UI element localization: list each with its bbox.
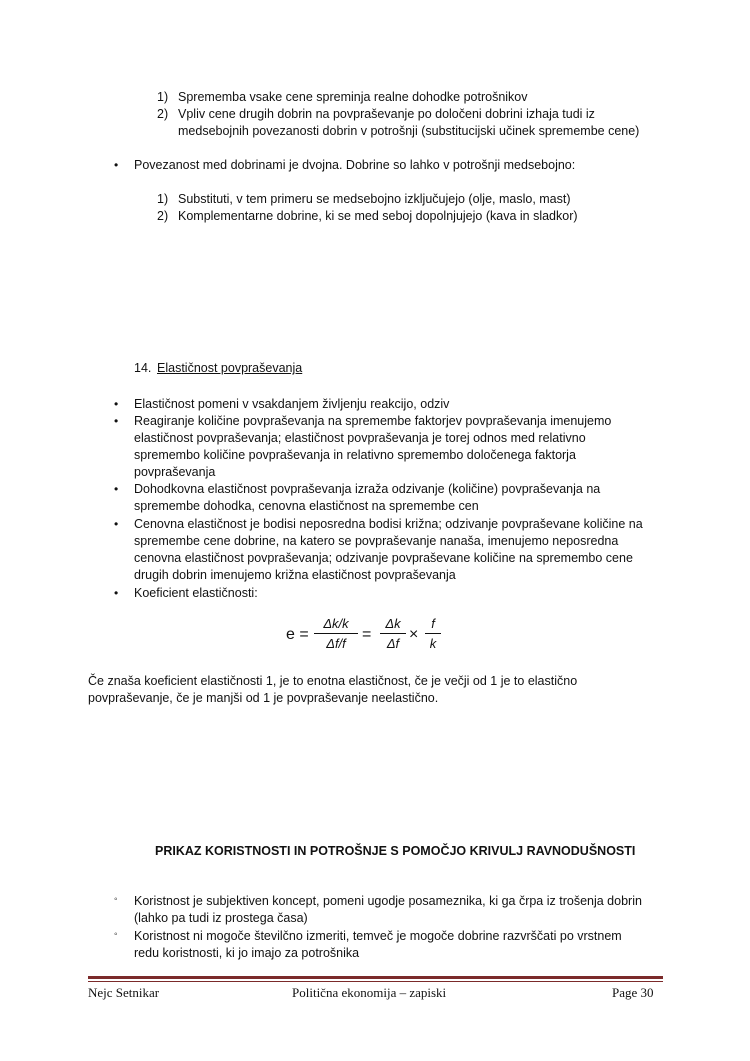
footer-rule-thick (88, 976, 663, 979)
bullet-text: (lahko pa tudi iz prostega časa) (134, 911, 308, 925)
footer-title: Politična ekonomija – zapiski (292, 985, 447, 1000)
list-item-text: Sprememba vsake cene spreminja realne dohodke potrošnikov (178, 90, 528, 104)
list-number: 2) (157, 107, 169, 121)
fraction-numerator: f (425, 616, 441, 634)
footer-rule-thin (88, 981, 663, 982)
bullet-text: Cenovna elastičnost je bodisi neposredna bodisi križna; odzivanje povpraševane količine na (134, 517, 643, 531)
bullet-text: Reagiranje količine povpraševanja na spremembe faktorjev povpraševanja imenujemo (134, 414, 612, 428)
paragraph-line: povpraševanje, če je manjši od 1 je povpraševanje neelastično. (88, 691, 439, 705)
bullet-icon: • (114, 517, 119, 531)
bullet-icon: • (114, 414, 119, 428)
list-item-text: Komplementarne dobrine, ki se med seboj dopolnjujejo (kava in sladkor) (178, 209, 578, 223)
bullet-text: Povezanost med dobrinami je dvojna. Dobrine so lahko v potrošnji medsebojno: (134, 158, 576, 172)
bullet-text: Koristnost je subjektiven koncept, pomeni ugodje posameznika, ki ga črpa iz trošenja dobrin (134, 894, 642, 908)
fraction-numerator: Δk/k (314, 616, 358, 634)
bullet-text: redu koristnosti, ki jo imajo za potrošnika (134, 946, 360, 960)
bullet-text: spremembe dohodka, cenovna elastičnost na spremembe cen (134, 499, 479, 513)
list-item-text: medsebojnih povezanosti dobrin v potrošnji (substitucijski učinek spremembe cene) (178, 124, 640, 138)
formula-fraction (314, 616, 358, 651)
bullet-text: cenovna elastičnost povpraševanja; odzivanje povpraševane količine na spremembo cene (134, 551, 633, 565)
bullet-icon: • (114, 397, 119, 411)
bullet-text: drugih dobrin imenujemo križna elastičnost povpraševanja (134, 568, 456, 582)
list-number: 1) (157, 192, 169, 206)
fraction-denominator: Δf (386, 636, 400, 651)
list-item-text: Vpliv cene drugih dobrin na povpraševanje po določeni dobrini izhaja tudi iz (178, 107, 595, 121)
bullet-text: elastičnost povpraševanja; elastičnost povpraševanja je torej odnos med relativno (134, 431, 586, 445)
bullet-text: Koeficient elastičnosti: (134, 586, 258, 600)
bullet-text: Dohodkovna elastičnost povpraševanja izraža odzivanje (količine) povpraševanja na (134, 482, 601, 496)
section-number: 14. (134, 361, 152, 375)
section-heading: PRIKAZ KORISTNOSTI IN POTROŠNJE S POMOČJO KRIVULJ RAVNODUŠNOSTI (155, 844, 636, 858)
bullet-text: Koristnost ni mogoče številčno izmeriti, temveč je mogoče dobrine razvrščati po vrstnem (134, 929, 622, 943)
list-item-text: Substituti, v tem primeru se medsebojno izključujejo (olje, maslo, mast) (178, 192, 571, 206)
formula-times: × (409, 626, 419, 643)
bullet-icon: • (114, 482, 119, 496)
bullet-text: spremembo količine povpraševanja in relativno spremembo določenega faktorja (134, 448, 576, 462)
footer-author: Nejc Setnikar (88, 985, 160, 1000)
bullet-icon: • (114, 586, 119, 600)
formula-fraction (425, 616, 441, 651)
formula-fraction (380, 616, 406, 651)
fraction-denominator: k (429, 636, 437, 651)
circle-bullet-icon: ◦ (114, 894, 118, 905)
footer-page-number: Page 30 (612, 985, 654, 1000)
section-title: Elastičnost povpraševanja (157, 361, 303, 375)
bullet-icon: • (114, 158, 119, 172)
list-number: 1) (157, 90, 169, 104)
paragraph-line: Če znaša koeficient elastičnosti 1, je to enotna elastičnost, če je večji od 1 je to elastično (88, 674, 578, 688)
formula-lhs: e = (286, 626, 309, 643)
bullet-text: spremembe cene dobrine, na katero se povpraševanje nanaša, imenujemo neposredna (134, 534, 619, 548)
circle-bullet-icon: ◦ (114, 929, 118, 940)
bullet-text: Elastičnost pomeni v vsakdanjem življenju reakcijo, odziv (134, 397, 450, 411)
fraction-numerator: Δk (380, 616, 406, 634)
fraction-denominator: Δf/f (326, 636, 346, 651)
list-number: 2) (157, 209, 169, 223)
bullet-text: povpraševanja (134, 465, 216, 479)
formula-equals: = (362, 626, 372, 643)
